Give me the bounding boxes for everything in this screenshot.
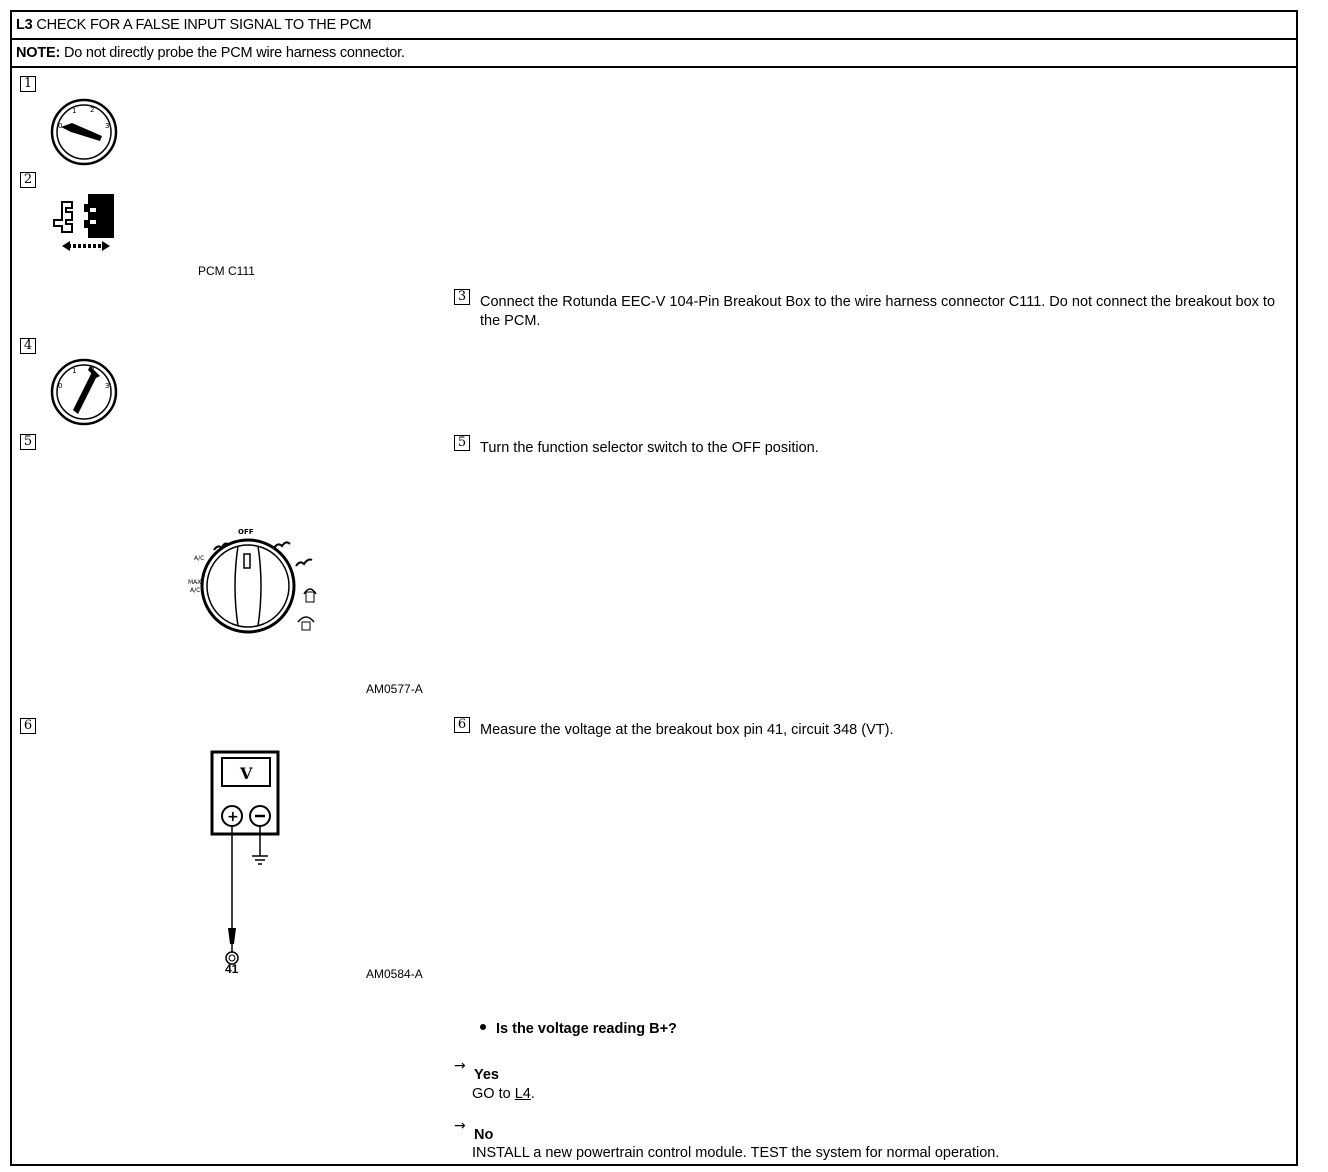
- step-id: L3: [16, 17, 33, 33]
- svg-text:1: 1: [72, 367, 77, 375]
- svg-text:0: 0: [58, 122, 63, 130]
- step-4-number: 4: [20, 338, 36, 354]
- svg-text:3: 3: [105, 382, 110, 390]
- knob-label-ac: A/C: [194, 555, 205, 562]
- go-to-l4-link[interactable]: L4: [514, 1086, 531, 1102]
- no-label: No: [474, 1127, 494, 1143]
- note-label: NOTE:: [16, 45, 61, 61]
- ignition-on-icon: [50, 358, 118, 426]
- note-row: [12, 40, 1296, 68]
- function-selector-knob-icon: [176, 522, 336, 642]
- ignition-off-icon: [50, 98, 118, 166]
- svg-text:3: 3: [105, 122, 110, 130]
- arrow-right-icon: →: [454, 1118, 466, 1134]
- connector-caption: PCM C111: [198, 264, 255, 278]
- meter-label: V: [240, 764, 253, 783]
- page-title: CHECK FOR A FALSE INPUT SIGNAL TO THE PCM: [36, 17, 372, 33]
- step-1-number: 1: [20, 76, 36, 92]
- title-row: [12, 12, 1296, 40]
- step-5-text: Turn the function selector switch to the OFF position.: [480, 440, 819, 456]
- knob-label-off: OFF: [238, 528, 254, 536]
- knob-label-max-ac: A/C: [190, 587, 201, 594]
- step-5-number: 5: [20, 434, 36, 450]
- step-5-number-right: 5: [454, 435, 470, 451]
- figure-id-am0577: AM0577-A: [366, 682, 423, 696]
- figure-id-am0584: AM0584-A: [366, 967, 423, 981]
- arrow-right-icon: →: [454, 1058, 466, 1074]
- yes-label: Yes: [474, 1067, 499, 1083]
- step-3-text: Connect the Rotunda EEC-V 104-Pin Breakout Box to the wire harness connector C111. Do not connect the breakout box to the PCM.: [480, 294, 1276, 329]
- step-6-number-right: 6: [454, 717, 470, 733]
- svg-text:2: 2: [90, 106, 95, 114]
- svg-text:+: +: [227, 809, 239, 825]
- svg-text:1: 1: [72, 107, 77, 115]
- pin-label: 41: [225, 962, 239, 976]
- bullet-icon: [480, 1024, 486, 1030]
- step-3-number: 3: [454, 289, 470, 305]
- diagnostic-question: Is the voltage reading B+?: [480, 1020, 677, 1039]
- yes-action: GO to L4.: [472, 1086, 535, 1102]
- procedure-table: [10, 10, 1298, 1166]
- knob-label-max: MAX: [188, 579, 202, 586]
- voltmeter-icon: [208, 748, 298, 972]
- step-6-number: 6: [20, 718, 36, 734]
- svg-text:0: 0: [58, 382, 63, 390]
- step-2-number: 2: [20, 172, 36, 188]
- connector-disconnect-icon: [48, 190, 120, 256]
- step-6-text: Measure the voltage at the breakout box pin 41, circuit 348 (VT).: [480, 722, 894, 738]
- no-action: INSTALL a new powertrain control module. TEST the system for normal operation.: [472, 1145, 1000, 1161]
- note-text: Do not directly probe the PCM wire harness connector.: [63, 45, 405, 61]
